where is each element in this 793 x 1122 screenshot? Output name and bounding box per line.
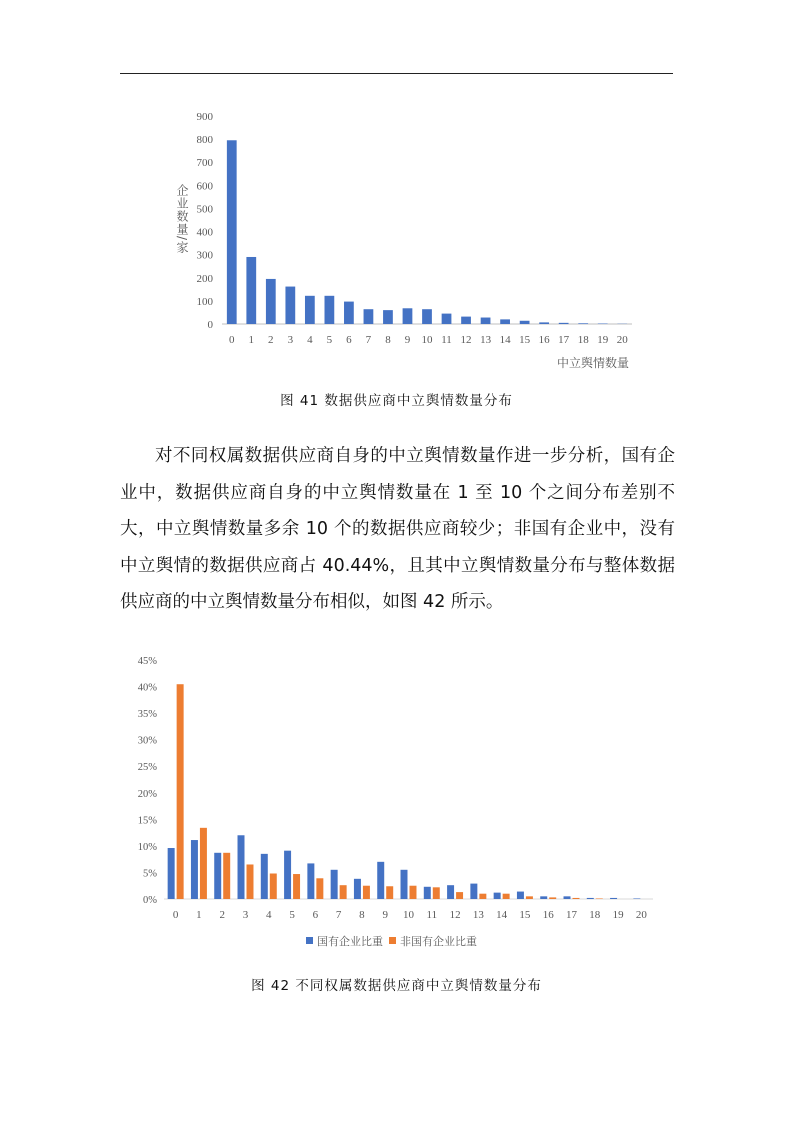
bar-state-owned [447,885,454,899]
x-tick-label: 3 [242,909,249,921]
bar-non-state-owned [433,887,440,899]
bar-non-state-owned [316,878,323,899]
y-tick-label: 100 [196,295,213,308]
x-tick-label: 20 [616,334,628,346]
legend-swatch-non-state-owned [389,937,396,944]
x-tick-label: 17 [558,334,570,346]
bar-state-owned [424,887,431,899]
x-tick-label: 7 [335,909,342,921]
x-tick-label: 13 [472,909,484,921]
bar [520,321,530,324]
x-tick-label: 2 [219,909,225,921]
bar-state-owned [494,893,501,899]
x-tick-label: 0 [229,334,235,346]
y-tick-label: 900 [196,111,213,123]
y-tick-label: 25% [137,762,157,774]
bar-state-owned [587,898,594,899]
y-tick-label: 15% [137,815,157,827]
legend-swatch-state-owned [306,937,313,944]
bar-state-owned [191,840,198,899]
body-paragraph [120,438,675,621]
bar [246,257,256,324]
y-axis-label: 企业数量/家 [175,184,189,255]
bar-non-state-owned [177,684,184,899]
x-tick-label: 8 [385,334,391,346]
bar [578,323,588,324]
y-tick-label: 500 [196,203,213,216]
bar-state-owned [633,898,640,899]
x-tick-label: 9 [404,334,411,346]
bar-non-state-owned [293,874,300,899]
legend-label-state-owned: 国有企业比重 [317,935,383,948]
x-tick-label: 14 [499,334,511,346]
bar-non-state-owned [363,886,370,899]
bar-state-owned [470,884,477,899]
bar [461,317,471,324]
bar [266,279,276,324]
x-tick-label: 11 [426,909,438,921]
x-tick-label: 9 [382,909,388,921]
x-tick-label: 5 [289,909,295,921]
y-tick-label: 20% [137,788,157,800]
x-axis-label: 中立舆情数量 [556,356,629,370]
x-tick-label: 13 [480,334,492,346]
y-tick-label: 0 [207,319,213,331]
bar-non-state-owned [596,898,603,899]
x-tick-label: 6 [346,334,352,346]
paragraph-text: 对不同权属数据供应商自身的中立舆情数量作进一步分析，国有企业中，数据供应商自身的中立舆情数量在 1 至 10 个之间分布差别不大，中立舆情数量多余 10 个的数据供应商较少；非国有企业中，没有中立舆情的数据供应商占 40.44%，且其中立舆情数量分布与整体数据供应商的中立舆情数量分布相似，如图 42 所示。 [120,446,675,612]
x-tick-label: 18 [577,334,589,346]
bar [285,287,295,324]
x-tick-label: 17 [566,909,577,921]
bar-state-owned [517,892,524,899]
bar-non-state-owned [223,853,230,899]
bar [344,302,354,324]
x-tick-label: 1 [248,334,255,346]
bar-non-state-owned [526,896,533,899]
x-tick-label: 4 [307,334,313,346]
bar [559,323,569,324]
bar [305,296,315,324]
bar [383,310,393,324]
x-tick-label: 16 [542,909,554,921]
bar-state-owned [214,853,221,899]
x-tick-label: 7 [365,334,372,346]
x-tick-label: 16 [538,334,550,346]
x-tick-label: 4 [266,909,272,921]
x-tick-label: 3 [287,334,294,346]
x-tick-label: 15 [519,334,531,346]
y-tick-label: 700 [196,157,213,170]
bar-non-state-owned [456,892,463,899]
bar-state-owned [564,896,571,899]
bar-non-state-owned [200,828,207,899]
bar [422,309,432,324]
bar-state-owned [354,879,361,899]
y-tick-label: 40% [137,682,157,694]
x-tick-label: 1 [196,909,202,921]
bar-non-state-owned [386,886,393,899]
y-tick-label: 300 [196,249,213,262]
y-tick-label: 400 [196,226,213,239]
bar-state-owned [168,848,175,899]
bar-state-owned [540,896,547,899]
bar [227,140,237,324]
bar-non-state-owned [479,894,486,899]
header-rule [120,73,673,74]
bar [481,318,491,324]
legend-label-non-state-owned: 非国有企业比重 [400,935,477,948]
figure-caption-41: 图 41 数据供应商中立舆情数量分布 [280,393,513,409]
x-tick-label: 10 [421,334,433,346]
bar-state-owned [284,851,291,899]
chart-ownership-neutral-distribution [0,648,793,958]
bar-state-owned [331,870,338,899]
y-tick-label: 600 [196,180,213,193]
y-tick-label: 35% [137,709,157,721]
bar-non-state-owned [573,898,580,899]
x-tick-label: 20 [635,909,647,921]
bar-non-state-owned [247,864,254,899]
x-tick-label: 18 [589,909,601,921]
x-tick-label: 15 [519,909,531,921]
bar [325,296,335,324]
y-tick-label: 800 [196,134,213,147]
bar-non-state-owned [549,897,556,899]
figure-caption-42: 图 42 不同权属数据供应商中立舆情数量分布 [251,978,542,994]
y-tick-label: 200 [196,272,213,285]
bar-non-state-owned [340,885,347,899]
bar-state-owned [238,835,245,899]
x-tick-label: 14 [496,909,508,921]
y-tick-label: 0% [143,895,157,906]
bar-state-owned [261,854,268,899]
x-tick-label: 12 [460,334,472,346]
bar-non-state-owned [410,886,417,899]
legend [306,934,477,948]
bar [442,314,452,324]
x-tick-label: 6 [312,909,319,921]
bar-non-state-owned [270,874,277,899]
x-tick-label: 11 [441,334,452,346]
x-tick-label: 19 [597,334,609,346]
x-tick-label: 8 [359,909,365,921]
bar-non-state-owned [503,894,510,899]
bar-state-owned [307,863,314,899]
y-tick-label: 30% [137,735,157,747]
chart-supplier-neutral-count [0,100,793,380]
x-tick-label: 12 [449,909,461,921]
y-tick-label: 5% [143,868,157,880]
bar [500,319,510,324]
bar-state-owned [610,898,617,899]
x-tick-label: 10 [403,909,414,921]
y-tick-label: 10% [137,841,157,853]
y-tick-label: 45% [137,656,157,667]
bar [364,309,374,324]
x-tick-label: 2 [268,334,274,346]
bar-state-owned [401,870,408,899]
x-tick-label: 5 [326,334,333,346]
bar-state-owned [377,862,384,899]
bar [539,322,549,324]
bar [403,308,413,324]
x-tick-label: 19 [612,909,624,921]
x-tick-label: 0 [172,909,179,921]
